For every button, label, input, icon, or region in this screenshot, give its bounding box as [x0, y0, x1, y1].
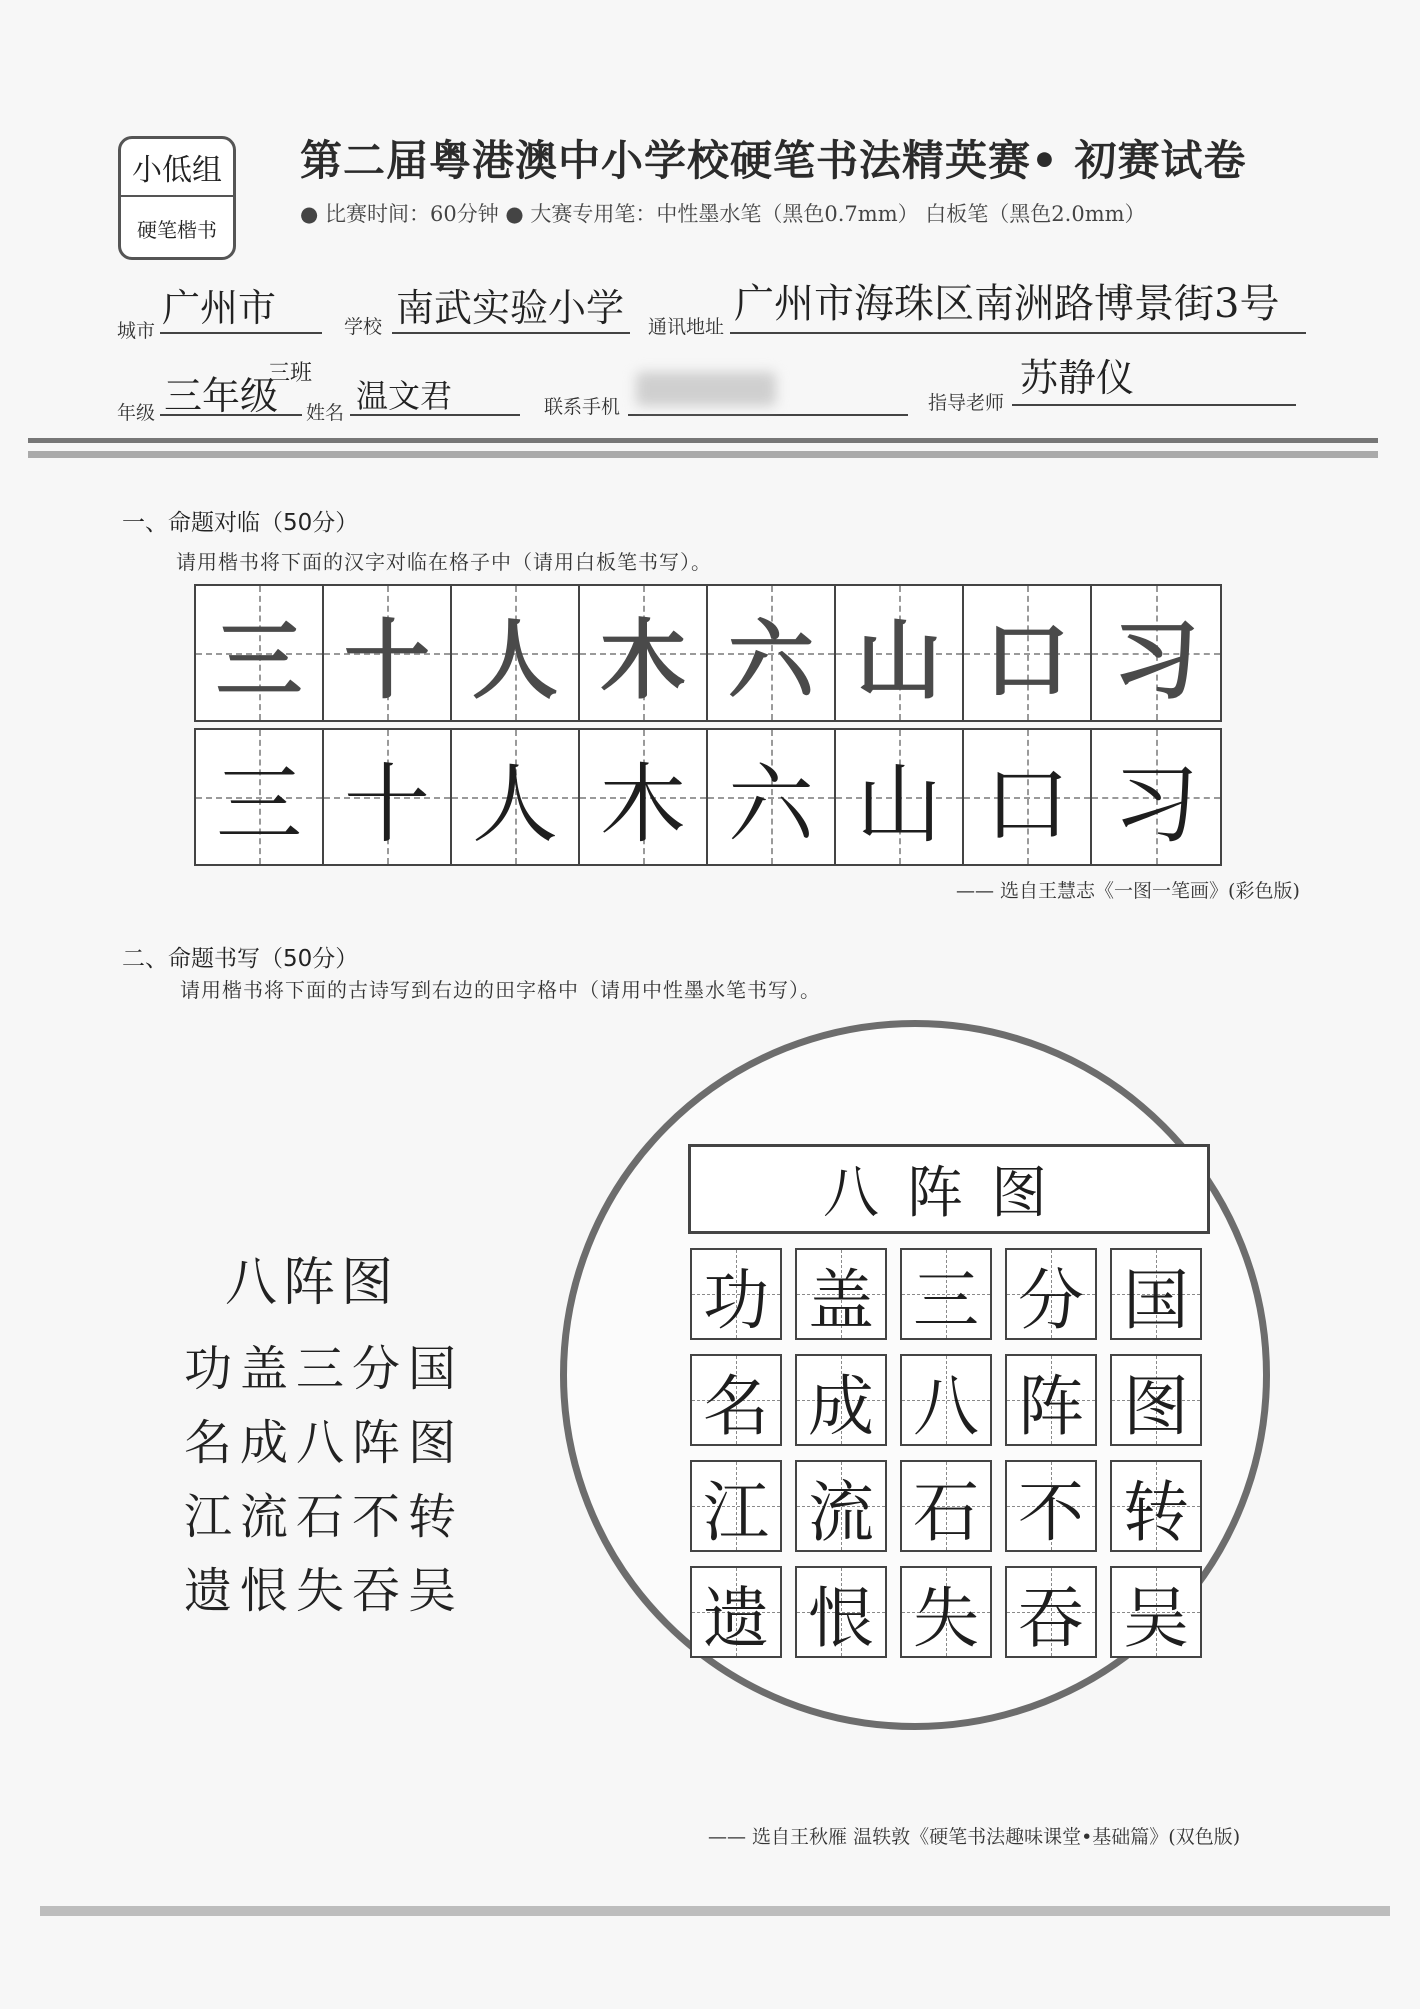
section1-title: 一、命题对临（50分）: [122, 510, 359, 536]
poem-grid-cell: [1005, 1566, 1097, 1658]
copy-cell: [580, 730, 708, 864]
poem-grid-cell: [900, 1566, 992, 1658]
city-value: 广州市: [162, 286, 277, 330]
poem-grid-char: 流: [808, 1473, 874, 1551]
redacted-phone: [636, 372, 776, 406]
poem-grid-char: 阵: [1018, 1367, 1084, 1445]
teacher-value: 苏静仪: [1020, 356, 1135, 400]
model-cell: [1092, 586, 1220, 720]
model-cell-char: 口: [984, 610, 1070, 711]
model-cell-char: 山: [856, 610, 942, 711]
name-label: 姓名: [306, 402, 345, 424]
copy-cell: [964, 730, 1092, 864]
copy-cell: [836, 730, 964, 864]
model-cell-char: 三: [216, 610, 302, 711]
poem-grid-cell: [900, 1354, 992, 1446]
school-label: 学校: [344, 316, 383, 338]
model-cell: [708, 586, 836, 720]
section2-source: —— 选自王秋雁 温轶敦《硬笔书法趣味课堂•基础篇》(双色版): [708, 1826, 1241, 1848]
poem-grid-char: 图: [1123, 1367, 1189, 1445]
address-label: 通讯地址: [648, 316, 725, 338]
poem-grid-cell: [1110, 1354, 1202, 1446]
school-value: 南武实验小学: [396, 286, 625, 330]
header-divider: [28, 438, 1378, 443]
copy-cell-char: 六: [728, 755, 814, 855]
model-cell: [836, 586, 964, 720]
poem-line: 名成八阵图: [184, 1415, 465, 1471]
written-poem-title: 八阵图: [688, 1144, 1210, 1234]
grade-label: 年级: [117, 402, 156, 424]
section1-source: —— 选自王慧志《一图一笔画》(彩色版): [956, 880, 1300, 902]
poem-grid-cell: [795, 1248, 887, 1340]
poem-grid-char: 江: [703, 1473, 769, 1551]
poem-grid-char: 分: [1018, 1261, 1084, 1339]
model-cell: [580, 586, 708, 720]
poem-grid-char: 石: [913, 1473, 979, 1551]
section2-title: 二、命题书写（50分）: [122, 946, 359, 972]
poem-grid-char: 失: [913, 1579, 979, 1657]
poem-grid-char: 吞: [1018, 1579, 1084, 1657]
poem-grid-cell: [690, 1566, 782, 1658]
poem-grid-cell: [1110, 1248, 1202, 1340]
copy-char-row: [194, 728, 1222, 866]
poem-grid-cell: [1005, 1354, 1097, 1446]
phone-label: 联系手机: [544, 396, 621, 418]
teacher-label: 指导老师: [928, 392, 1005, 414]
poem-grid-cell: [795, 1566, 887, 1658]
copy-cell-char: 三: [216, 755, 302, 855]
header-divider-shadow: [28, 451, 1378, 458]
group-badge: [118, 136, 236, 260]
poem-grid-cell: [690, 1460, 782, 1552]
model-cell-char: 木: [600, 610, 686, 711]
class-value: 三班: [268, 361, 313, 386]
copy-cell-char: 习: [1113, 755, 1199, 855]
poem-grid-row: [690, 1460, 1202, 1552]
poem-grid-cell: [900, 1460, 992, 1552]
poem-grid-char: 遗: [703, 1579, 769, 1657]
copy-cell: [324, 730, 452, 864]
poem-grid-cell: [690, 1354, 782, 1446]
group-label: 小低组: [121, 139, 233, 197]
competition-info: ● 比赛时间：60分钟 ● 大赛专用笔：中性墨水笔（黑色0.7mm） 白板笔（黑色2.0mm）: [300, 202, 1146, 226]
category-label: 硬笔楷书: [137, 217, 217, 242]
poem-grid-cell: [1110, 1566, 1202, 1658]
poem-grid-char: 恨: [808, 1579, 874, 1657]
copy-cell-char: 口: [984, 755, 1070, 855]
model-char-row: [194, 584, 1222, 722]
model-cell-char: 习: [1113, 610, 1199, 711]
section1-desc: 请用楷书将下面的汉字对临在格子中（请用白板笔书写）。: [176, 550, 712, 574]
copy-cell-char: 山: [856, 755, 942, 855]
poem-grid-cell: [795, 1354, 887, 1446]
poem-grid-cell: [795, 1460, 887, 1552]
poem-grid-row: [690, 1354, 1202, 1446]
poem-grid-cell: [1005, 1248, 1097, 1340]
poem-grid-char: 不: [1018, 1473, 1084, 1551]
poem-line: 遗恨失吞吴: [184, 1563, 465, 1619]
copy-cell: [196, 730, 324, 864]
poem-grid-row: [690, 1566, 1202, 1658]
model-cell-char: 人: [472, 610, 558, 711]
poem-grid-char: 成: [808, 1367, 874, 1445]
poem-line: 功盖三分国: [184, 1341, 465, 1397]
model-cell-char: 十: [344, 610, 430, 711]
poem-grid-cell: [900, 1248, 992, 1340]
poem-grid-char: 名: [703, 1367, 769, 1445]
poem-grid-cell: [1110, 1460, 1202, 1552]
page-title: 第二届粤港澳中小学校硬笔书法精英赛• 初赛试卷: [300, 136, 1247, 185]
poem-grid-char: 转: [1123, 1473, 1189, 1551]
copy-cell: [1092, 730, 1220, 864]
copy-cell-char: 十: [344, 755, 430, 855]
poem-grid-char: 吴: [1123, 1579, 1189, 1657]
poem-grid-cell: [690, 1248, 782, 1340]
section2-desc: 请用楷书将下面的古诗写到右边的田字格中（请用中性墨水笔书写）。: [180, 978, 821, 1002]
poem-grid-row: [690, 1248, 1202, 1340]
model-cell: [324, 586, 452, 720]
poem-grid-char: 盖: [808, 1261, 874, 1339]
footer-divider: [40, 1906, 1390, 1916]
poem-line: 江流石不转: [184, 1489, 465, 1545]
poem-title: 八阵图: [225, 1253, 400, 1313]
written-poem-grid: [690, 1248, 1202, 1672]
copy-cell-char: 人: [472, 755, 558, 855]
copy-cell: [708, 730, 836, 864]
poem-grid-char: 八: [913, 1367, 979, 1445]
poem-grid-cell: [1005, 1460, 1097, 1552]
model-cell: [964, 586, 1092, 720]
grade-value: 三年级: [164, 374, 279, 418]
copy-cell: [452, 730, 580, 864]
address-value: 广州市海珠区南洲路博景街3号: [734, 281, 1280, 327]
poem-grid-char: 功: [703, 1261, 769, 1339]
model-cell-char: 六: [728, 610, 814, 711]
model-cell: [452, 586, 580, 720]
model-cell: [196, 586, 324, 720]
poem-grid-char: 三: [913, 1261, 979, 1339]
poem-grid-char: 国: [1123, 1261, 1189, 1339]
copy-cell-char: 木: [600, 755, 686, 855]
city-label: 城市: [117, 320, 156, 342]
name-value: 温文君: [356, 377, 453, 415]
